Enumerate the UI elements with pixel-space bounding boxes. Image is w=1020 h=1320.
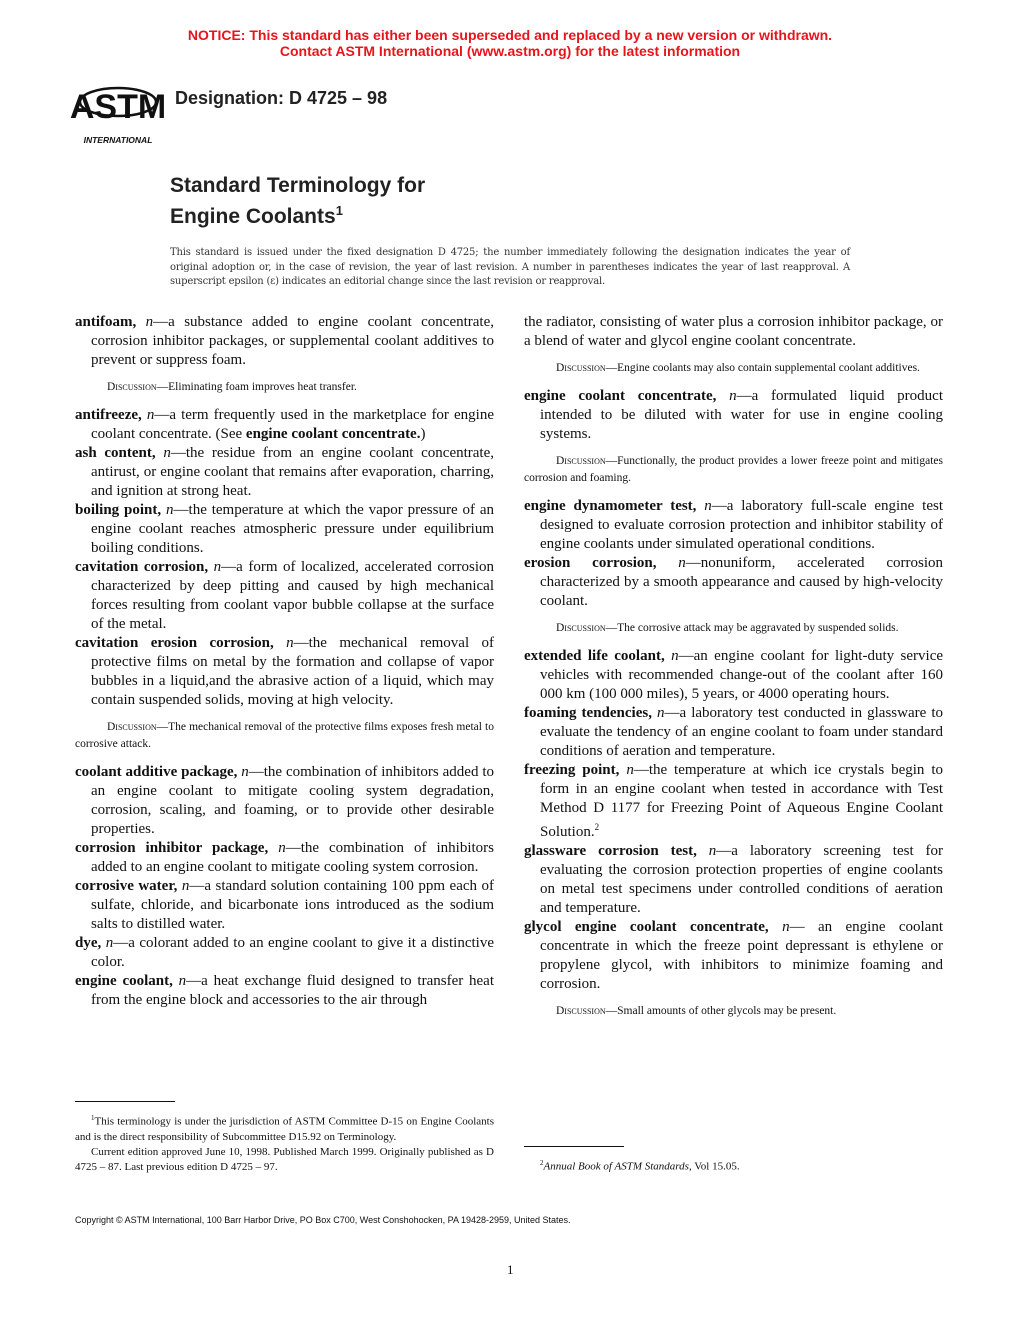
- footnote-number: 1: [91, 1114, 95, 1122]
- part-of-speech: n: [181, 878, 190, 894]
- astm-logo: [69, 72, 167, 146]
- part-of-speech: n: [146, 407, 155, 423]
- part-of-speech: n: [278, 840, 286, 856]
- discussion-text: —Eliminating foam improves heat transfer.: [156, 381, 357, 393]
- term: cavitation corrosion,: [75, 559, 209, 575]
- discussion-text: —Engine coolants may also contain supplemental coolant additives.: [605, 362, 920, 374]
- term: coolant additive package,: [75, 764, 238, 780]
- part-of-speech: n: [729, 388, 737, 404]
- discussion-text: —Functionally, the product provides a lower freeze point and mitigates corrosion and foaming.: [524, 455, 943, 484]
- term-entry: [75, 558, 494, 634]
- term: engine coolant,: [75, 973, 173, 989]
- definition: —the temperature at which the vapor pressure of an engine coolant reaches atmospheric pressure under equilibrium boiling conditions.: [91, 502, 494, 556]
- part-of-speech: n: [286, 635, 294, 651]
- discussion-text: —The corrosive attack may be aggravated by suspended solids.: [605, 622, 899, 634]
- title-text: Engine Coolants: [170, 205, 336, 228]
- term-entry: [524, 761, 943, 842]
- footnote-1-edition: Current edition approved June 10, 1998. Published March 1999. Originally published as D 4725 – 87. Last previous edition D 4725 – 97.: [75, 1145, 494, 1173]
- definition: —a laboratory full-scale engine test designed to evaluate corrosion protection and inhibitor stability of engine coolants under simulated operational conditions.: [540, 498, 943, 552]
- part-of-speech: n: [241, 764, 249, 780]
- term-entry: [524, 842, 943, 918]
- discussion-label: Discussion: [107, 721, 157, 733]
- definition: —a colorant added to an engine coolant to give it a distinctive color.: [91, 935, 495, 970]
- discussion-label: Discussion: [556, 1005, 606, 1017]
- discussion-label: Discussion: [556, 455, 606, 467]
- term: cavitation erosion corrosion,: [75, 635, 274, 651]
- term: engine dynamometer test,: [524, 498, 697, 514]
- term: freezing point,: [524, 762, 620, 778]
- footnote-divider: [75, 1101, 175, 1102]
- part-of-speech: n: [213, 559, 222, 575]
- definition: —the combination of inhibitors added to an engine coolant to mitigate cooling system corrosion.: [91, 840, 494, 875]
- left-column: [75, 313, 494, 1010]
- discussion-note: [524, 360, 943, 377]
- definition: —the combination of inhibitors added to an engine coolant to mitigate cooling system degradation, corrosion, scaling, and foaming, or to provide other desirable properties.: [91, 764, 494, 837]
- footnote-2-title: Annual Book of ASTM Standards: [543, 1160, 689, 1173]
- footnote-2: [540, 1156, 940, 1175]
- cross-reference: engine coolant concentrate.: [245, 426, 421, 442]
- definition-end: ): [420, 426, 426, 442]
- part-of-speech: n: [166, 502, 174, 518]
- term-entry: [524, 387, 943, 444]
- term-entry: [75, 501, 494, 558]
- term-entry: [75, 934, 494, 972]
- discussion-note: [75, 379, 494, 396]
- notice-line-1: NOTICE: This standard has either been superseded and replaced by a new version or withdrawn.: [187, 27, 833, 43]
- part-of-speech: n: [626, 762, 634, 778]
- term: corrosive water,: [75, 878, 178, 894]
- discussion-note: [524, 453, 943, 487]
- intro-paragraph: This standard is issued under the fixed designation D 4725; the number immediately following the designation indicates the year of original adoption or, in the case of revision, the year of last revision. A number in parentheses indicates the year of last reapproval. A superscript epsilon (ε) indicates an editorial change since the last revision or reapproval.: [170, 247, 850, 288]
- definition: —a form of localized, accelerated corrosion characterized by deep pitting and caused by high mechanical forces resulting from coolant vapor bubble collapse at the surface of the metal.: [91, 559, 495, 632]
- discussion-note: [524, 1003, 943, 1020]
- term: antifoam,: [75, 314, 137, 330]
- discussion-text: —Small amounts of other glycols may be present.: [605, 1005, 837, 1017]
- page-title: [170, 173, 425, 229]
- part-of-speech: n: [671, 648, 679, 664]
- definition: —a term frequently used in the marketplace for engine coolant concentrate. (See: [91, 407, 494, 442]
- term-entry: [75, 972, 494, 1010]
- definition: —a heat exchange fluid designed to transfer heat from the engine block and accessories to the air through: [91, 973, 494, 1008]
- term-entry: [524, 704, 943, 761]
- part-of-speech: n: [178, 973, 187, 989]
- term-entry: [524, 497, 943, 554]
- term: corrosion inhibitor package,: [75, 840, 269, 856]
- right-column: [524, 313, 943, 1030]
- term-entry: [75, 877, 494, 934]
- term: ash content,: [75, 445, 156, 461]
- definition: —a standard solution containing 100 ppm each of sulfate, chloride, and bicarbonate ions introduced as the sodium salts to distilled water.: [91, 878, 494, 932]
- definition: —the temperature at which ice crystals begin to form in an engine coolant when tested in accordance with Test Method D 1177 for Freezing Point of Aqueous Engine Coolant Solution.: [540, 762, 943, 840]
- definition: —the mechanical removal of protective films on metal by the formation and collapse of vapor bubbles in a liquid,and the abrasive action of a liquid, which may contain suspended solids, moving at high velocity.: [91, 635, 494, 708]
- term-entry: [75, 406, 494, 444]
- term: glycol engine coolant concentrate,: [524, 919, 769, 935]
- discussion-note: [75, 719, 494, 753]
- discussion-label: Discussion: [556, 622, 606, 634]
- term: glassware corrosion test,: [524, 843, 697, 859]
- part-of-speech: n: [704, 498, 712, 514]
- definition: —nonuniform, accelerated corrosion characterized by a smooth appearance and caused by high-velocity coolant.: [540, 555, 943, 609]
- term-entry: [75, 313, 494, 370]
- svg-text:INTERNATIONAL: INTERNATIONAL: [83, 135, 153, 145]
- svg-text:ASTM: ASTM: [69, 88, 167, 126]
- part-of-speech: n: [145, 314, 154, 330]
- definition: —an engine coolant for light-duty service vehicles with recommended change-out of the coolant after 160 000 km (100 000 miles), 5 years, or 4000 operating hours.: [540, 648, 944, 702]
- term-entry: [75, 763, 494, 839]
- term-entry: [524, 647, 943, 704]
- part-of-speech: n: [163, 445, 171, 461]
- definition: — an engine coolant concentrate in which the freeze point depressant is ethylene or propylene glycol, with inhibitors to minimize foaming and corrosion.: [540, 919, 944, 992]
- designation: Designation: D 4725 – 98: [175, 88, 388, 108]
- term-entry: [524, 554, 943, 611]
- definition: —a substance added to engine coolant concentrate, corrosion inhibitor packages, or supplemental coolant additives to prevent or suppress foam.: [91, 314, 494, 368]
- footnote-2-text: , Vol 15.05.: [688, 1160, 740, 1173]
- footnote-ref: 1: [335, 203, 343, 218]
- discussion-label: Discussion: [556, 362, 606, 374]
- notice-line-2: Contact ASTM International (www.astm.org) for the latest information: [279, 43, 741, 59]
- part-of-speech: n: [708, 843, 717, 859]
- copyright: Copyright © ASTM International, 100 Barr Harbor Drive, PO Box C700, West Conshohocken, PA 19428-2959, United States.: [75, 1215, 571, 1225]
- definition: —a laboratory screening test for evaluating the corrosion protection properties of engine coolants on metal test specimens under controlled conditions of aeration and temperature.: [540, 843, 944, 916]
- part-of-speech: n: [105, 935, 114, 951]
- footnote-number: 2: [540, 1159, 544, 1167]
- term-entry: [75, 634, 494, 710]
- title-line-2: [170, 198, 425, 229]
- definition: —a laboratory test conducted in glassware to evaluate the tendency of an engine coolant to foam under standard conditions of aeration and temperature.: [540, 705, 943, 759]
- title-line-1: Standard Terminology for: [170, 174, 426, 197]
- definition: —the residue from an engine coolant concentrate, antirust, or engine coolant that remains after evaporation, charring, and ignition at strong heat.: [91, 445, 494, 499]
- term-entry: [524, 918, 943, 994]
- footnote-1-text: This terminology is under the jurisdiction of ASTM Committee D-15 on Engine Coolants and is the direct responsibility of Subcommittee D15.92 on Terminology.: [75, 1115, 494, 1143]
- term: extended life coolant,: [524, 648, 665, 664]
- part-of-speech: n: [657, 705, 665, 721]
- term-entry: [75, 839, 494, 877]
- notice-banner: [0, 27, 1020, 59]
- term: engine coolant concentrate,: [524, 388, 717, 404]
- discussion-label: Discussion: [107, 381, 157, 393]
- term: foaming tendencies,: [524, 705, 652, 721]
- term-entry: [75, 444, 494, 501]
- term: antifreeze,: [75, 407, 142, 423]
- footnote-divider: [524, 1146, 624, 1147]
- term: erosion corrosion,: [524, 555, 657, 571]
- discussion-note: [524, 620, 943, 637]
- footnote-ref: 2: [594, 822, 600, 832]
- term: dye,: [75, 935, 102, 951]
- page-number: 1: [507, 1262, 514, 1277]
- discussion-text: —The mechanical removal of the protective films exposes fresh metal to corrosive attack.: [75, 721, 494, 750]
- definition: —a formulated liquid product intended to be diluted with water for use in engine cooling systems.: [540, 388, 944, 442]
- part-of-speech: n: [782, 919, 790, 935]
- definition-continuation: the radiator, consisting of water plus a corrosion inhibitor package, or a blend of water and glycol engine coolant concentrate.: [524, 314, 943, 349]
- part-of-speech: n: [678, 555, 686, 571]
- footnote-1: [75, 1111, 494, 1175]
- term: boiling point,: [75, 502, 162, 518]
